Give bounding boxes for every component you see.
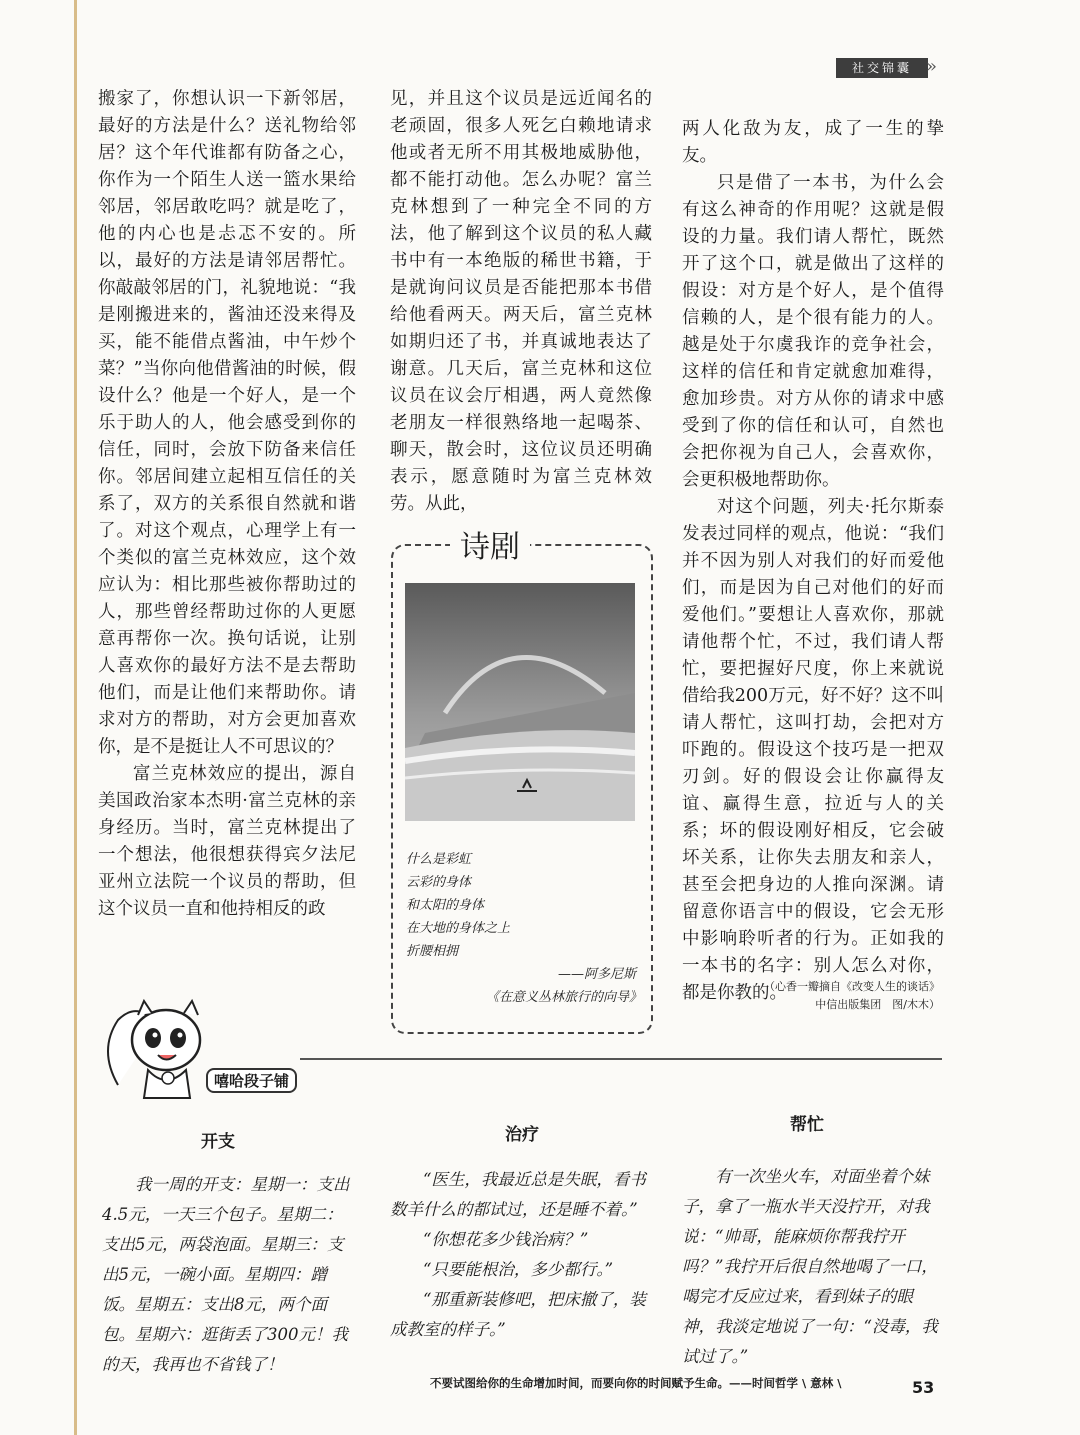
magazine-name: 意林 xyxy=(810,1376,834,1390)
jokes-column-label: 嘻哈段子铺 xyxy=(206,1068,297,1093)
joke-title: 治疗 xyxy=(505,1125,539,1145)
source-line: 中信出版集团 图/木木） xyxy=(815,998,940,1011)
poem-line: 云彩的身体 xyxy=(406,875,472,890)
joke-title: 帮忙 xyxy=(790,1115,824,1135)
paragraph: “那重新装修吧，把床撤了，装成教室的样子。” xyxy=(390,1290,646,1339)
article-source xyxy=(740,978,940,1014)
joke-text xyxy=(390,1165,652,1345)
poem-line: 什么是彩虹 xyxy=(406,852,472,867)
section-tag: 社交锦囊 xyxy=(836,58,928,78)
source-line: （心香一瓣摘自《改变人生的谈话》 xyxy=(764,980,940,993)
section-divider xyxy=(300,1058,942,1060)
paragraph: 两人化敌为友，成了一生的挚友。 xyxy=(682,119,944,166)
paragraph: “医生，我最近总是失眠，看书数羊什么的都试过，还是睡不着。” xyxy=(390,1170,646,1219)
chevron-right-icon: » xyxy=(926,56,938,77)
poem-author: ——阿多尼斯 xyxy=(557,967,636,982)
paragraph: “你想花多少钱治病？” xyxy=(423,1230,589,1249)
rainbow-beach-image xyxy=(405,583,635,821)
poem-text xyxy=(406,848,642,1009)
article-column-1 xyxy=(98,86,356,923)
page-number: 53 xyxy=(912,1378,935,1397)
joke-title: 开支 xyxy=(201,1132,235,1152)
footer-quote-text: 不要试图给你的生命增加时间，而要向你的时间赋予生命。——时间哲学 xyxy=(430,1376,798,1390)
page-spine xyxy=(74,0,77,1435)
footer-quote: 不要试图给你的生命增加时间，而要向你的时间赋予生命。——时间哲学 \ 意林 \ xyxy=(430,1376,842,1390)
paragraph: 见，并且这个议员是远近闻名的老顽固，很多人死乞白赖地请求他或者无所不用其极地威胁他，都不能打动他。怎么办呢？富兰克林想到了一种完全不同的方法，他了解到这个议员的私人藏书中有一本绝版的稀世书籍，于是就询问议员是否能把那本书借给他看两天。两天后，富兰克林如期归还了书，并真诚地表达了谢意。几天后，富兰克林和这位议员在议会厅相遇，两人竟然像老朋友一样很熟络地一起喝茶、聊天，散会时，这位议员还明确表示，愿意随时为富兰克林效劳。从此， xyxy=(390,89,652,514)
poem-title: 诗剧 xyxy=(450,522,530,566)
paragraph: 有一次坐火车，对面坐着个妹子，拿了一瓶水半天没拧开，对我说：“帅哥，能麻烦你帮我拧开吗？”我拧开后很自然地喝了一口，喝完才反应过来，看到妹子的眼神，我淡定地说了一句：“没毒，我试过了。” xyxy=(682,1167,938,1366)
paragraph: 搬家了，你想认识一下新邻居，最好的方法是什么？送礼物给邻居？这个年代谁都有防备之心，你作为一个陌生人送一篮水果给邻居，邻居敢吃吗？就是吃了，他的内心也是忐忑不安的。所以，最好的方法是请邻居帮忙。你敲敲邻居的门，礼貌地说：“我是刚搬进来的，酱油还没来得及买，能不能借点酱油，中午炒个菜？”当你向他借酱油的时候，假设什么？他是一个好人，是一个乐于助人的人，他会感受到你的信任，同时，会放下防备来信任你。邻居间建立起相互信任的关系了，双方的关系很自然就和谐了。对这个观点，心理学上有一个类似的富兰克林效应，这个效应认为：相比那些被你帮助过的人，那些曾经帮助过你的人更愿意再帮你一次。换句话说，让别人喜欢你的最好方法不是去帮助他们，而是让他们来帮助你。请求对方的帮助，对方会更加喜欢你，是不是挺让人不可思议的？ xyxy=(98,89,356,757)
poem-line: 在大地的身体之上 xyxy=(406,921,511,936)
paragraph: 富兰克林效应的提出，源自美国政治家本杰明·富兰克林的亲身经历。当时，富兰克林提出了一个想法，他很想获得宾夕法尼亚州立法院一个议员的帮助，但这个议员一直和他持相反的政 xyxy=(98,764,356,919)
article-column-3 xyxy=(682,116,944,1007)
paragraph: 只是借了一本书，为什么会有这么神奇的作用呢？这就是假设的力量。我们请人帮忙，既然开了这个口，就是做出了这样的假设：对方是个好人，是个值得信赖的人，是个很有能力的人。越是处于尔虞我诈的竞争社会，这样的信任和肯定就愈加难得，愈加珍贵。对方从你的请求中感受到了你的信任和认可，自然也会把你视为自己人，会喜欢你，会更积极地帮助你。 xyxy=(682,173,944,490)
paragraph: 我一周的开支：星期一：支出4.5元，一天三个包子。星期二：支出5元，两袋泡面。星期三：支出5元，一碗小面。星期四：蹭饭。星期五：支出8元，两个面包。星期六：逛街丢了300元！我的天，我再也不省钱了！ xyxy=(102,1175,350,1374)
poem-book: 《在意义丛林旅行的向导》 xyxy=(485,990,642,1005)
poem-line: 和太阳的身体 xyxy=(406,898,485,913)
joke-text xyxy=(102,1170,354,1380)
poem-line: 折腰相拥 xyxy=(406,944,459,959)
article-column-2 xyxy=(390,86,652,518)
paragraph: “只要能根治，多少都行。” xyxy=(423,1260,614,1279)
paragraph: 对这个问题，列夫·托尔斯泰发表过同样的观点，他说：“我们并不因为别人对我们的好而爱他们，而是因为自己对他们的好而爱他们。”要想让人喜欢你，那就请他帮个忙，不过，我们请人帮忙，要把握好尺度，你上来就说借给我200万元，好不好？这不叫请人帮忙，这叫打劫，会把对方吓跑的。假设这个技巧是一把双刃剑。好的假设会让你赢得友谊、赢得生意，拉近与人的关系；坏的假设刚好相反，它会破坏关系，让你失去朋友和亲人，甚至会把身边的人推向深渊。请留意你语言中的假设，它会无形中影响聆听者的行为。正如我的一本书的名字：别人怎么对你，都是你教的。 xyxy=(682,497,944,1003)
joke-text xyxy=(682,1162,944,1372)
